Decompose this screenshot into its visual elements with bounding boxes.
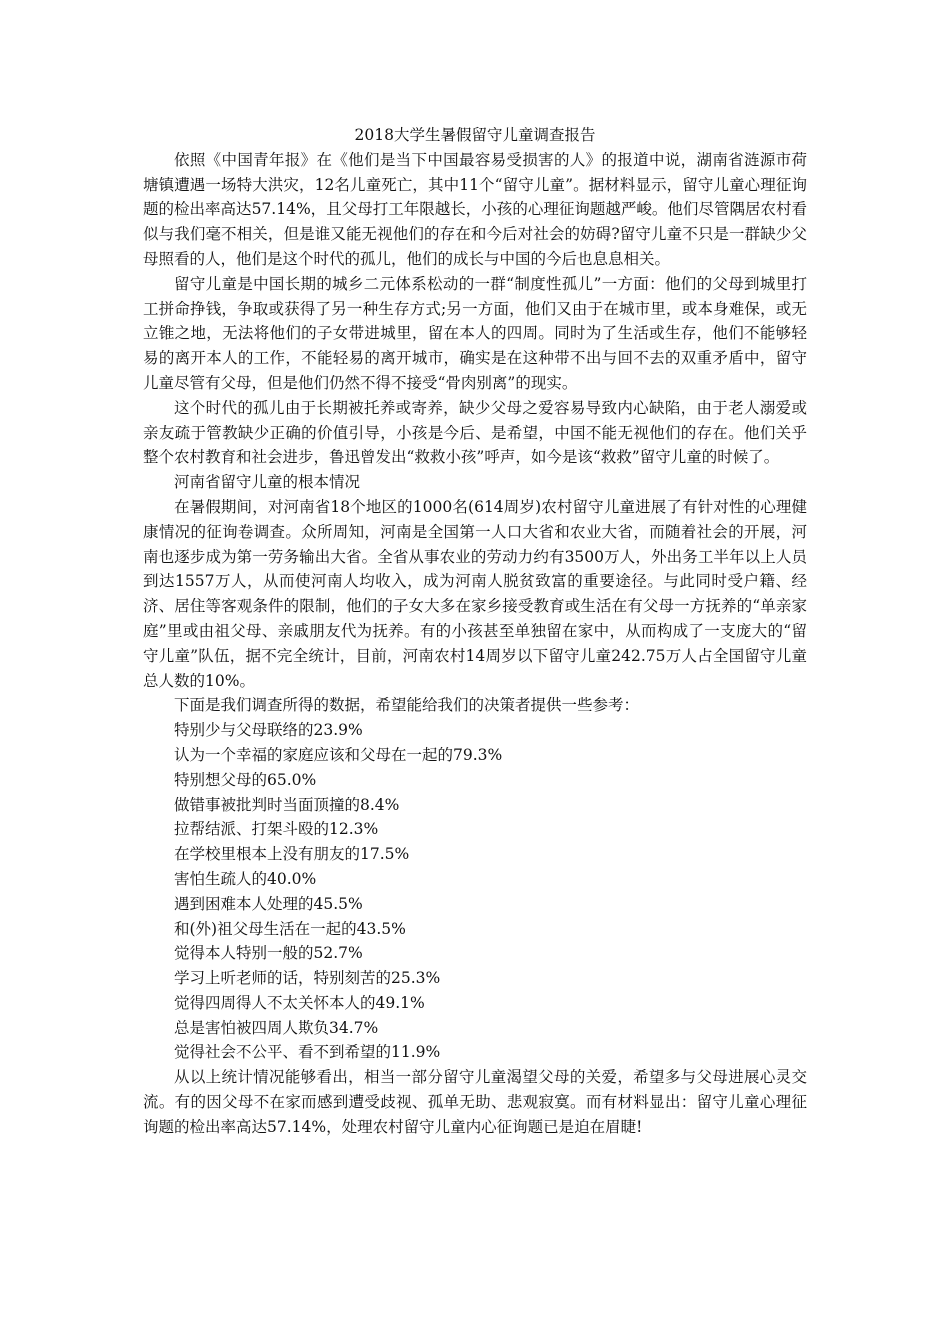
conclusion-paragraph: 从以上统计情况能够看出，相当一部分留守儿童渴望父母的关爱，希望多与父母进展心灵交流。有的因父母不在家而感到遭受歧视、孤单无助、悲观寂寞。而有材料显出：留守儿童心理征询题的检出率高达57.14%，处理农村留守儿童内心征询题已是迫在眉睫! xyxy=(143,1068,807,1136)
stat-item: 觉得社会不公平、看不到希望的11.9% xyxy=(174,1043,441,1062)
stat-item: 害怕生疏人的40.0% xyxy=(174,869,317,888)
stat-item: 拉帮结派、打架斗殴的12.3% xyxy=(174,820,379,839)
intro-paragraph-2: 留守儿童是中国长期的城乡二元体系松动的一群“制度性孤儿”一方面：他们的父母到城里打工拼命挣钱，争取或获得了另一种生存方式;另一方面，他们又由于在城市里，或本身难保，或无立锥之地，无法将他们的子女带进城里，留在本人的四周。同时为了生活或生存，他们不能够轻易的离开本人的工作，不能轻易的离开城市，确实是在这种带不出与回不去的双重矛盾中，留守儿童尽管有父母，但是他们仍然不得不接受“骨肉别离”的现实。 xyxy=(143,274,807,392)
document-title: 2018大学生暑假留守儿童调查报告 xyxy=(354,126,596,144)
section-heading: 河南省留守儿童的根本情况 xyxy=(174,473,361,492)
stat-item: 总是害怕被四周人欺负34.7% xyxy=(174,1018,379,1037)
stat-item: 觉得本人特别一般的52.7% xyxy=(174,944,363,963)
stats-intro: 下面是我们调查所得的数据，希望能给我们的决策者提供一些参考： xyxy=(174,696,640,715)
stat-item: 特别少与父母联络的23.9% xyxy=(174,721,363,740)
stat-item: 觉得四周得人不太关怀本人的49.1% xyxy=(174,993,425,1012)
stat-item: 做错事被批判时当面顶撞的8.4% xyxy=(174,795,400,814)
section-paragraph-1: 在暑假期间，对河南省18个地区的1000名(614周岁)农村留守儿童进展了有针对性的心理健康情况的征询卷调查。众所周知，河南是全国第一人口大省和农业大省，而随着社会的开展，河南也逐步成为第一劳务输出大省。全省从事农业的劳动力约有3500万人，外出务工半年以上人员到达1557万人，从而使河南人均收入，成为河南人脱贫致富的重要途径。与此同时受户籍、经济、居住等客观条件的限制，他们的子女大多在家乡接受教育或生活在有父母一方抚养的“单亲家庭”里或由祖父母、亲戚朋友代为抚养。有的小孩甚至单独留在家中，从而构成了一支庞大的“留守儿童”队伍，据不完全统计，目前，河南农村14周岁以下留守儿童242.75万人占全国留守儿童总人数的10%。 xyxy=(143,497,807,690)
document-body xyxy=(143,123,807,1140)
stats-list xyxy=(143,718,807,1065)
stat-item: 和(外)祖父母生活在一起的43.5% xyxy=(174,919,406,938)
stat-item: 特别想父母的65.0% xyxy=(174,770,317,789)
stat-item: 认为一个幸福的家庭应该和父母在一起的79.3% xyxy=(174,745,503,764)
intro-paragraph-1: 依照《中国青年报》在《他们是当下中国最容易受损害的人》的报道中说，湖南省涟源市荷塘镇遭遇一场特大洪灾，12名儿童死亡，其中11个“留守儿童”。据材料显示，留守儿童心理征询题的检出率高达57.14%，且父母打工年限越长，小孩的心理征询题越严峻。他们尽管隅居农村看似与我们毫不相关，但是谁又能无视他们的存在和今后对社会的妨碍?留守儿童不只是一群缺少父母照看的人，他们是这个时代的孤儿，他们的成长与中国的今后也息息相关。 xyxy=(143,150,807,268)
stat-item: 学习上听老师的话，特别刻苦的25.3% xyxy=(174,969,441,988)
stat-item: 遇到困难本人处理的45.5% xyxy=(174,894,363,913)
stat-item: 在学校里根本上没有朋友的17.5% xyxy=(174,845,410,864)
intro-paragraph-3: 这个时代的孤儿由于长期被托养或寄养，缺少父母之爱容易导致内心缺陷，由于老人溺爱或亲友疏于管教缺少正确的价值引导，小孩是今后、是希望，中国不能无视他们的存在。他们关乎整个农村教育和社会进步，鲁迅曾发出“救救小孩”呼声，如今是该“救救”留守儿童的时候了。 xyxy=(143,398,807,467)
